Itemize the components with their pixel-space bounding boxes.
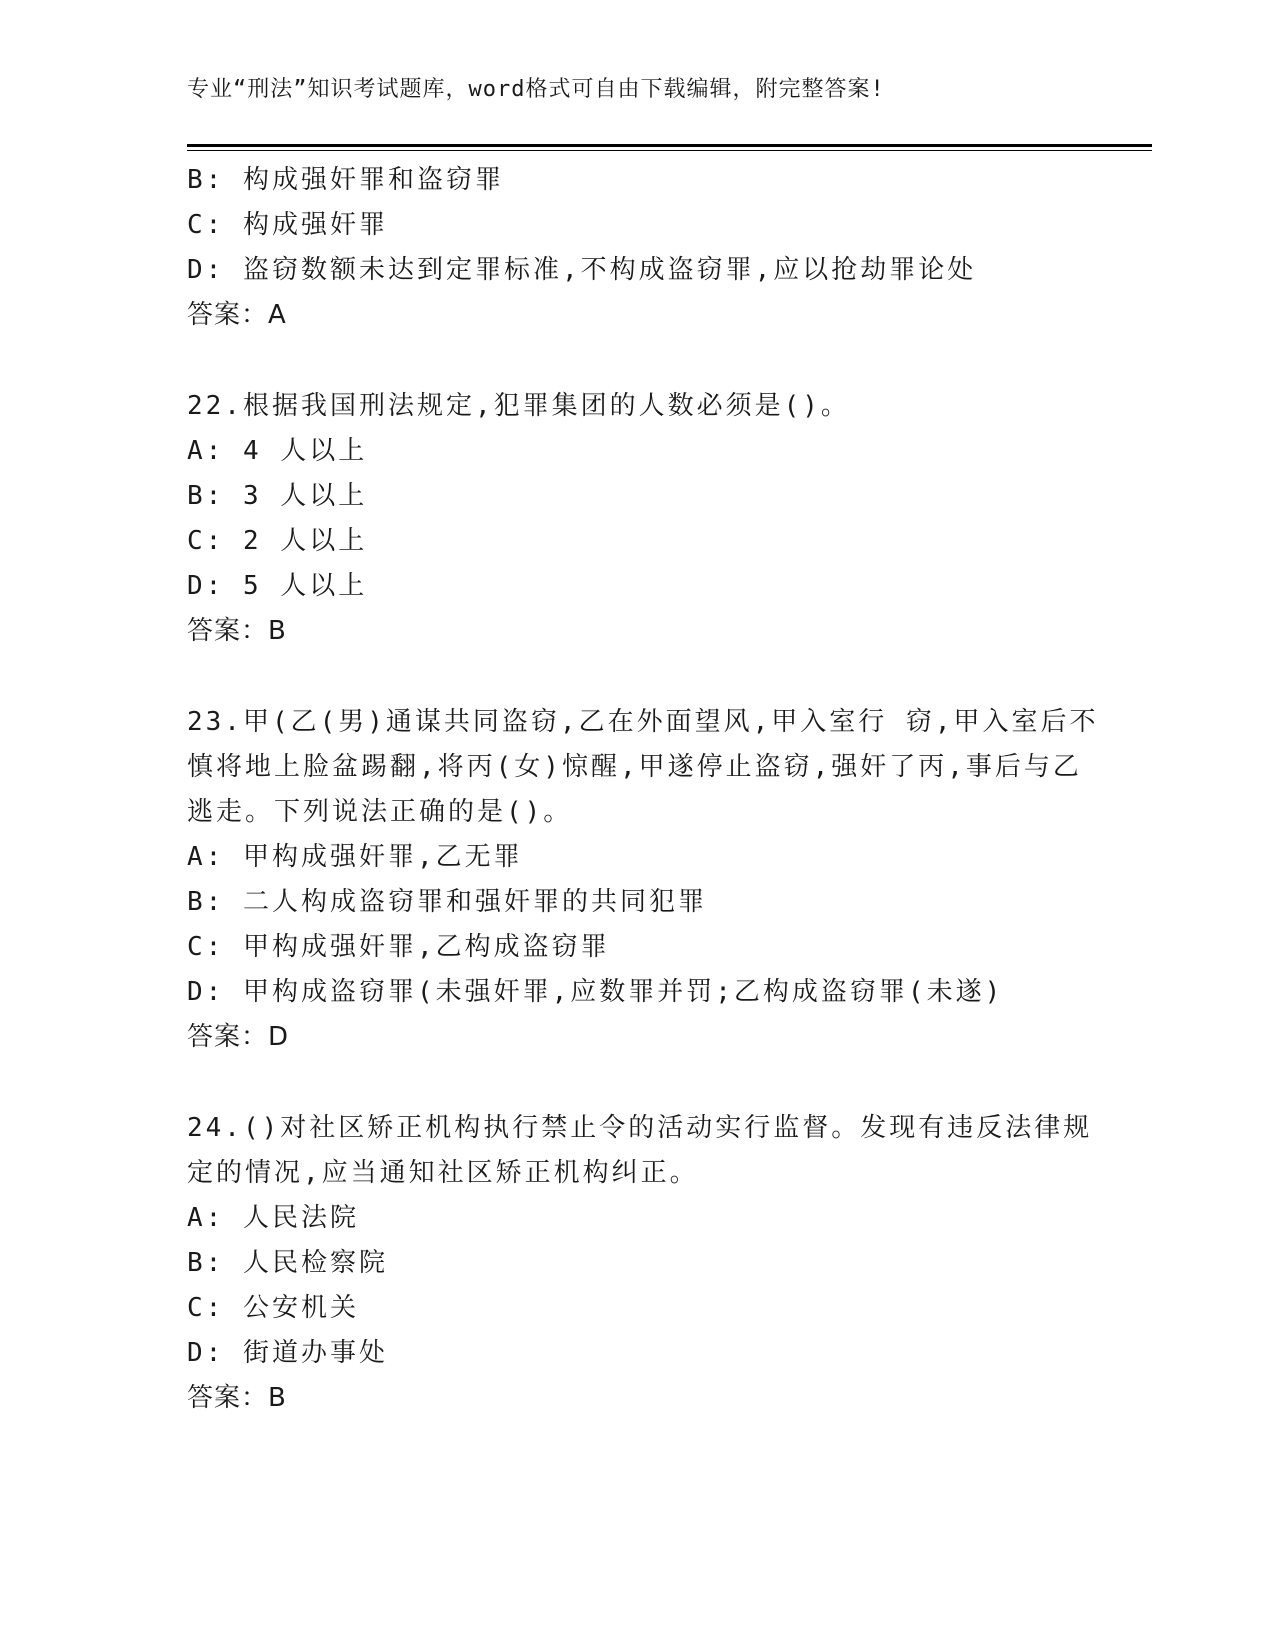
answer-line: 答案：A xyxy=(187,300,287,330)
option-a: A: 甲构成强奸罪,乙无罪 xyxy=(187,842,523,872)
option-c: C: 2 人以上 xyxy=(187,526,368,556)
page-header: 专业“刑法”知识考试题库，word格式可自由下载编辑，附完整答案! xyxy=(187,77,885,102)
header-rule-thick xyxy=(187,144,1152,147)
question-stem-line-3: 逃走。下列说法正确的是()。 xyxy=(187,797,573,827)
question-24 xyxy=(187,1106,1093,1421)
header-rule-thin xyxy=(187,150,1152,151)
option-c: C: 甲构成强奸罪,乙构成盗窃罪 xyxy=(187,932,610,962)
document-body xyxy=(187,158,1099,1421)
option-b: B: 二人构成盗窃罪和强奸罪的共同犯罪 xyxy=(187,887,707,917)
option-c: C: 公安机关 xyxy=(187,1293,359,1323)
option-a: A: 人民法院 xyxy=(187,1203,359,1233)
option-d: D: 街道办事处 xyxy=(187,1338,388,1368)
option-a: A: 4 人以上 xyxy=(187,436,368,466)
question-stem-line-1: 23.甲(乙(男)通谋共同盗窃,乙在外面望风,甲入室行 窃,甲入室后不 xyxy=(187,707,1099,737)
answer-line: 答案：B xyxy=(187,616,287,646)
answer-line: 答案：B xyxy=(187,1383,287,1413)
question-stem-line-2: 定的情况,应当通知社区矫正机构纠正。 xyxy=(187,1158,699,1188)
question-stem-line-2: 慎将地上脸盆踢翻,将丙(女)惊醒,甲遂停止盗窃,强奸了丙,事后与乙 xyxy=(187,752,1082,782)
question-stem: 22.根据我国刑法规定,犯罪集团的人数必须是()。 xyxy=(187,391,850,421)
option-b: B: 3 人以上 xyxy=(187,481,368,511)
question-22 xyxy=(187,384,1087,654)
question-21-continued xyxy=(187,158,1087,338)
option-b: B: 构成强奸罪和盗窃罪 xyxy=(187,165,504,195)
option-b: B: 人民检察院 xyxy=(187,1248,388,1278)
question-23 xyxy=(187,700,1099,1060)
option-d: D: 5 人以上 xyxy=(187,571,368,601)
option-d: D: 盗窃数额未达到定罪标准,不构成盗窃罪,应以抢劫罪论处 xyxy=(187,255,977,285)
option-d: D: 甲构成盗窃罪(未强奸罪,应数罪并罚;乙构成盗窃罪(未遂) xyxy=(187,977,1004,1007)
option-c: C: 构成强奸罪 xyxy=(187,210,388,240)
answer-line: 答案：D xyxy=(187,1022,290,1052)
question-stem-line-1: 24.()对社区矫正机构执行禁止令的活动实行监督。发现有违反法律规 xyxy=(187,1113,1093,1143)
